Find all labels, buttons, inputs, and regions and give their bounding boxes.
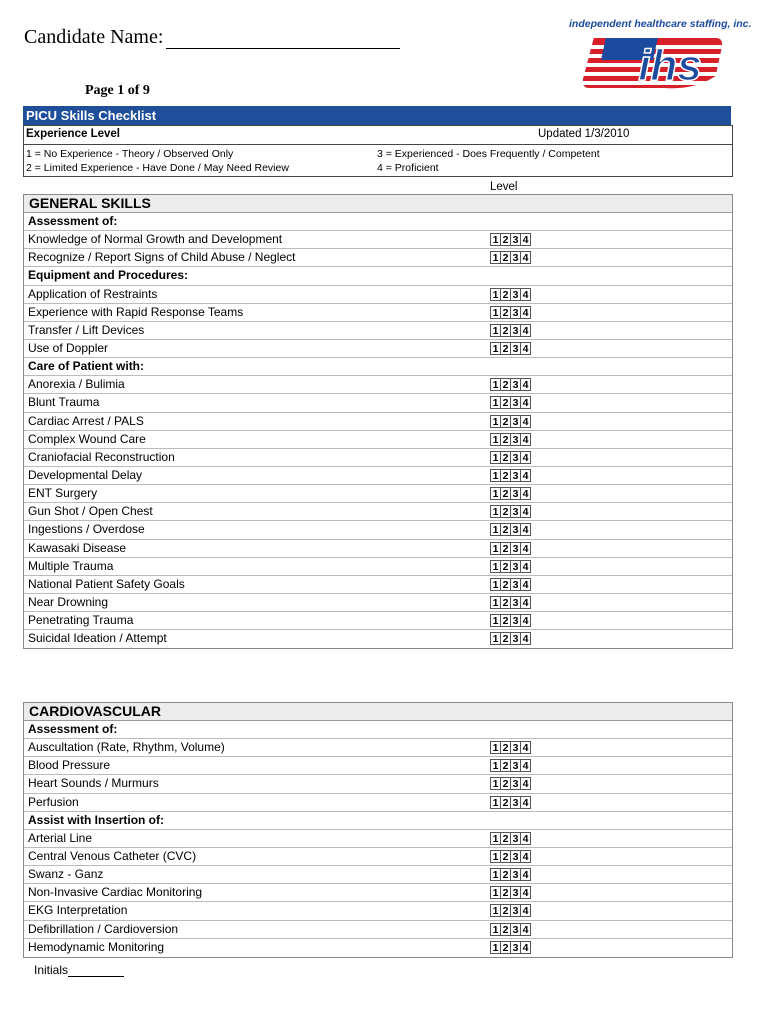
- level-option-4[interactable]: 4: [520, 342, 531, 355]
- skill-row: [24, 594, 732, 612]
- legend-item: 2 = Limited Experience - Have Done / May Need Review: [26, 162, 289, 174]
- level-option-2[interactable]: 2: [500, 904, 511, 917]
- level-option-3[interactable]: 3: [510, 523, 521, 536]
- level-selector: [490, 832, 531, 845]
- level-option-4[interactable]: 4: [520, 759, 531, 772]
- level-option-3[interactable]: 3: [510, 396, 521, 409]
- level-option-2[interactable]: 2: [500, 614, 511, 627]
- level-option-3[interactable]: 3: [510, 759, 521, 772]
- level-selector: [490, 941, 531, 954]
- level-option-1[interactable]: 1: [490, 523, 501, 536]
- legend-item: 1 = No Experience - Theory / Observed Only: [26, 148, 234, 160]
- level-option-2[interactable]: 2: [500, 632, 511, 645]
- candidate-name-field[interactable]: [24, 26, 400, 49]
- skill-row: [24, 449, 732, 467]
- level-option-2[interactable]: 2: [500, 433, 511, 446]
- skill-row: [24, 376, 732, 394]
- level-option-2[interactable]: 2: [500, 560, 511, 573]
- skill-row: [24, 286, 732, 304]
- level-option-3[interactable]: 3: [510, 487, 521, 500]
- level-option-1[interactable]: 1: [490, 796, 501, 809]
- skill-label: Suicidal Ideation / Attempt: [28, 631, 167, 646]
- level-option-2[interactable]: 2: [500, 251, 511, 264]
- level-option-4[interactable]: 4: [520, 923, 531, 936]
- skill-label: EKG Interpretation: [28, 903, 128, 918]
- skill-label: Cardiac Arrest / PALS: [28, 413, 144, 428]
- skill-label: Kawasaki Disease: [28, 540, 127, 555]
- initials-field[interactable]: [34, 963, 124, 977]
- level-option-2[interactable]: 2: [500, 324, 511, 337]
- skill-row: [24, 757, 732, 775]
- level-option-3[interactable]: 3: [510, 886, 521, 899]
- level-option-3[interactable]: 3: [510, 324, 521, 337]
- level-option-4[interactable]: 4: [520, 251, 531, 264]
- skill-label: Non-Invasive Cardiac Monitoring: [28, 885, 203, 900]
- level-option-4[interactable]: 4: [520, 378, 531, 391]
- level-option-4[interactable]: 4: [520, 886, 531, 899]
- level-selector: [490, 233, 531, 246]
- level-option-1[interactable]: 1: [490, 904, 501, 917]
- level-selector: [490, 342, 531, 355]
- skill-row: [24, 794, 732, 812]
- level-option-3[interactable]: 3: [510, 288, 521, 301]
- skill-label: Complex Wound Care: [28, 431, 146, 446]
- company-logo: [560, 18, 752, 98]
- level-option-2[interactable]: 2: [500, 306, 511, 319]
- level-option-4[interactable]: 4: [520, 741, 531, 754]
- level-selector: [490, 923, 531, 936]
- level-selector: [490, 868, 531, 881]
- skill-row: [24, 630, 732, 648]
- level-selector: [490, 886, 531, 899]
- level-selector: [490, 614, 531, 627]
- level-option-1[interactable]: 1: [490, 451, 501, 464]
- level-option-3[interactable]: 3: [510, 796, 521, 809]
- level-option-1[interactable]: 1: [490, 233, 501, 246]
- level-option-4[interactable]: 4: [520, 324, 531, 337]
- level-option-4[interactable]: 4: [520, 415, 531, 428]
- level-option-1[interactable]: 1: [490, 777, 501, 790]
- level-selector: [490, 505, 531, 518]
- level-option-1[interactable]: 1: [490, 596, 501, 609]
- level-option-2[interactable]: 2: [500, 523, 511, 536]
- skill-row: [24, 866, 732, 884]
- level-option-2[interactable]: 2: [500, 578, 511, 591]
- level-selector: [490, 378, 531, 391]
- skill-row: [24, 884, 732, 902]
- skill-row: [24, 540, 732, 558]
- level-option-2[interactable]: 2: [500, 741, 511, 754]
- candidate-name-label: Candidate Name:: [24, 26, 164, 48]
- subheading-row: [24, 358, 732, 376]
- subheading-label: Assist with Insertion of:: [28, 812, 165, 827]
- level-option-4[interactable]: 4: [520, 941, 531, 954]
- level-option-1[interactable]: 1: [490, 542, 501, 555]
- level-selector: [490, 451, 531, 464]
- subheading-label: Assessment of:: [28, 214, 118, 228]
- level-option-1[interactable]: 1: [490, 632, 501, 645]
- page-number: Page 1 of 9: [85, 83, 150, 98]
- level-option-3[interactable]: 3: [510, 941, 521, 954]
- level-option-3[interactable]: 3: [510, 632, 521, 645]
- level-option-1[interactable]: 1: [490, 578, 501, 591]
- level-selector: [490, 560, 531, 573]
- skill-label: Application of Restraints: [28, 286, 158, 301]
- level-selector: [490, 469, 531, 482]
- skill-label: Anorexia / Bulimia: [28, 377, 125, 392]
- skill-row: [24, 558, 732, 576]
- level-selector: [490, 850, 531, 863]
- skill-label: Swanz - Ganz: [28, 867, 104, 882]
- level-option-1[interactable]: 1: [490, 487, 501, 500]
- level-selector: [490, 777, 531, 790]
- level-option-3[interactable]: 3: [510, 451, 521, 464]
- legend-item: 4 = Proficient: [377, 162, 439, 174]
- level-option-1[interactable]: 1: [490, 378, 501, 391]
- skill-row: [24, 612, 732, 630]
- level-selector: [490, 542, 531, 555]
- level-option-3[interactable]: 3: [510, 578, 521, 591]
- level-selector: [490, 741, 531, 754]
- skill-label: Perfusion: [28, 794, 79, 809]
- skill-label: National Patient Safety Goals: [28, 576, 185, 591]
- level-option-2[interactable]: 2: [500, 342, 511, 355]
- skill-row: [24, 431, 732, 449]
- level-option-3[interactable]: 3: [510, 542, 521, 555]
- level-selector: [490, 487, 531, 500]
- level-option-2[interactable]: 2: [500, 415, 511, 428]
- level-option-2[interactable]: 2: [500, 451, 511, 464]
- level-option-4[interactable]: 4: [520, 288, 531, 301]
- skill-label: Transfer / Lift Devices: [28, 322, 145, 337]
- section-cardiovascular: [23, 702, 733, 958]
- level-option-1[interactable]: 1: [490, 415, 501, 428]
- level-option-4[interactable]: 4: [520, 233, 531, 246]
- level-option-2[interactable]: 2: [500, 832, 511, 845]
- level-option-2[interactable]: 2: [500, 487, 511, 500]
- level-option-4[interactable]: 4: [520, 523, 531, 536]
- level-option-2[interactable]: 2: [500, 759, 511, 772]
- skill-label: ENT Surgery: [28, 486, 98, 501]
- skill-label: Penetrating Trauma: [28, 613, 134, 628]
- level-option-3[interactable]: 3: [510, 741, 521, 754]
- level-option-1[interactable]: 1: [490, 396, 501, 409]
- level-option-4[interactable]: 4: [520, 868, 531, 881]
- level-option-2[interactable]: 2: [500, 233, 511, 246]
- subheading-row: [24, 267, 732, 285]
- level-selector: [490, 904, 531, 917]
- skill-label: Developmental Delay: [28, 467, 143, 482]
- logo-tagline: independent healthcare staffing, inc.: [569, 18, 752, 30]
- updated-date: Updated 1/3/2010: [538, 128, 630, 140]
- level-option-4[interactable]: 4: [520, 850, 531, 863]
- skill-row: [24, 394, 732, 412]
- skill-row: [24, 467, 732, 485]
- skill-row: [24, 249, 732, 267]
- skill-row: [24, 775, 732, 793]
- level-selector: [490, 306, 531, 319]
- level-option-2[interactable]: 2: [500, 505, 511, 518]
- level-option-4[interactable]: 4: [520, 632, 531, 645]
- level-option-1[interactable]: 1: [490, 868, 501, 881]
- level-selector: [490, 596, 531, 609]
- skill-row: [24, 939, 732, 957]
- subheading-label: Equipment and Procedures:: [28, 268, 189, 283]
- level-selector: [490, 578, 531, 591]
- level-option-1[interactable]: 1: [490, 832, 501, 845]
- checklist-title: PICU Skills Checklist: [23, 106, 731, 125]
- level-option-2[interactable]: 2: [500, 378, 511, 391]
- level-option-3[interactable]: 3: [510, 904, 521, 917]
- skill-label: Multiple Trauma: [28, 558, 114, 573]
- level-option-3[interactable]: 3: [510, 233, 521, 246]
- skill-label: Craniofacial Reconstruction: [28, 449, 175, 464]
- level-option-4[interactable]: 4: [520, 832, 531, 845]
- section-title: GENERAL SKILLS: [24, 195, 732, 213]
- level-option-1[interactable]: 1: [490, 741, 501, 754]
- level-option-2[interactable]: 2: [500, 941, 511, 954]
- experience-level-label: Experience Level: [26, 128, 120, 140]
- level-option-3[interactable]: 3: [510, 378, 521, 391]
- level-option-4[interactable]: 4: [520, 614, 531, 627]
- level-option-1[interactable]: 1: [490, 759, 501, 772]
- skill-row: [24, 739, 732, 757]
- skill-label: Defibrillation / Cardioversion: [28, 921, 179, 936]
- level-option-3[interactable]: 3: [510, 433, 521, 446]
- skill-row: [24, 340, 732, 358]
- skill-row: [24, 830, 732, 848]
- section-general-skills: [23, 194, 733, 649]
- level-option-4[interactable]: 4: [520, 487, 531, 500]
- level-option-4[interactable]: 4: [520, 505, 531, 518]
- skill-row: [24, 521, 732, 539]
- level-option-1[interactable]: 1: [490, 324, 501, 337]
- level-option-3[interactable]: 3: [510, 923, 521, 936]
- level-option-1[interactable]: 1: [490, 342, 501, 355]
- level-selector: [490, 288, 531, 301]
- level-selector: [490, 251, 531, 264]
- level-option-3[interactable]: 3: [510, 306, 521, 319]
- level-option-3[interactable]: 3: [510, 415, 521, 428]
- level-option-1[interactable]: 1: [490, 469, 501, 482]
- skill-row: [24, 921, 732, 939]
- level-option-4[interactable]: 4: [520, 469, 531, 482]
- level-option-1[interactable]: 1: [490, 251, 501, 264]
- level-option-3[interactable]: 3: [510, 469, 521, 482]
- level-option-2[interactable]: 2: [500, 469, 511, 482]
- level-selector: [490, 433, 531, 446]
- skill-label: Auscultation (Rate, Rhythm, Volume): [28, 740, 225, 755]
- level-option-1[interactable]: 1: [490, 433, 501, 446]
- level-option-2[interactable]: 2: [500, 396, 511, 409]
- level-option-2[interactable]: 2: [500, 777, 511, 790]
- level-option-2[interactable]: 2: [500, 868, 511, 881]
- skill-label: Gun Shot / Open Chest: [28, 504, 153, 519]
- level-selector: [490, 523, 531, 536]
- level-option-4[interactable]: 4: [520, 451, 531, 464]
- subheading-row: [24, 812, 732, 830]
- skill-row: [24, 902, 732, 920]
- skill-label: Blunt Trauma: [28, 395, 100, 410]
- level-option-4[interactable]: 4: [520, 306, 531, 319]
- level-option-1[interactable]: 1: [490, 614, 501, 627]
- logo-text: ihs: [638, 41, 702, 90]
- level-option-3[interactable]: 3: [510, 777, 521, 790]
- skill-label: Recognize / Report Signs of Child Abuse / Neglect: [28, 250, 296, 265]
- level-option-1[interactable]: 1: [490, 923, 501, 936]
- level-option-4[interactable]: 4: [520, 560, 531, 573]
- skill-row: [24, 413, 732, 431]
- subheading-row: [24, 213, 732, 231]
- skill-label: Arterial Line: [28, 830, 93, 845]
- section-title: CARDIOVASCULAR: [24, 703, 732, 721]
- level-option-4[interactable]: 4: [520, 904, 531, 917]
- level-option-1[interactable]: 1: [490, 850, 501, 863]
- level-option-3[interactable]: 3: [510, 614, 521, 627]
- level-option-1[interactable]: 1: [490, 288, 501, 301]
- level-option-3[interactable]: 3: [510, 560, 521, 573]
- level-option-4[interactable]: 4: [520, 796, 531, 809]
- level-selector: [490, 324, 531, 337]
- subheading-row: [24, 721, 732, 739]
- level-option-3[interactable]: 3: [510, 596, 521, 609]
- level-selector: [490, 796, 531, 809]
- level-option-1[interactable]: 1: [490, 941, 501, 954]
- level-option-4[interactable]: 4: [520, 542, 531, 555]
- skill-row: [24, 322, 732, 340]
- logo-flag-icon: [560, 18, 740, 98]
- experience-legend: [23, 125, 733, 177]
- level-option-2[interactable]: 2: [500, 288, 511, 301]
- level-option-4[interactable]: 4: [520, 777, 531, 790]
- level-option-1[interactable]: 1: [490, 505, 501, 518]
- level-option-3[interactable]: 3: [510, 868, 521, 881]
- level-option-2[interactable]: 2: [500, 886, 511, 899]
- level-option-1[interactable]: 1: [490, 306, 501, 319]
- skill-row: [24, 576, 732, 594]
- level-option-4[interactable]: 4: [520, 433, 531, 446]
- level-option-4[interactable]: 4: [520, 396, 531, 409]
- level-selector: [490, 759, 531, 772]
- skill-row: [24, 304, 732, 322]
- level-option-1[interactable]: 1: [490, 560, 501, 573]
- level-option-3[interactable]: 3: [510, 505, 521, 518]
- level-option-4[interactable]: 4: [520, 578, 531, 591]
- subheading-label: Assessment of:: [28, 722, 118, 736]
- level-option-3[interactable]: 3: [510, 850, 521, 863]
- skill-label: Ingestions / Overdose: [28, 522, 145, 537]
- skill-label: Knowledge of Normal Growth and Development: [28, 232, 283, 247]
- level-selector: [490, 632, 531, 645]
- level-option-2[interactable]: 2: [500, 850, 511, 863]
- initials-label: Initials: [34, 963, 69, 977]
- skill-label: Near Drowning: [28, 594, 109, 609]
- legend-item: 3 = Experienced - Does Frequently / Competent: [377, 148, 600, 160]
- skill-label: Heart Sounds / Murmurs: [28, 776, 159, 791]
- candidate-name-line[interactable]: [166, 28, 400, 49]
- initials-line[interactable]: [68, 964, 124, 977]
- level-option-2[interactable]: 2: [500, 596, 511, 609]
- level-option-3[interactable]: 3: [510, 251, 521, 264]
- level-option-2[interactable]: 2: [500, 796, 511, 809]
- level-option-2[interactable]: 2: [500, 923, 511, 936]
- level-column-header: Level: [490, 181, 518, 193]
- skill-label: Central Venous Catheter (CVC): [28, 848, 197, 863]
- level-selector: [490, 415, 531, 428]
- skill-row: [24, 503, 732, 521]
- skill-label: Use of Doppler: [28, 340, 109, 355]
- skill-label: Blood Pressure: [28, 758, 111, 773]
- level-option-1[interactable]: 1: [490, 886, 501, 899]
- level-option-3[interactable]: 3: [510, 832, 521, 845]
- skill-label: Hemodynamic Monitoring: [28, 939, 165, 954]
- skill-row: [24, 231, 732, 249]
- skill-label: Experience with Rapid Response Teams: [28, 304, 244, 319]
- skill-row: [24, 485, 732, 503]
- level-selector: [490, 396, 531, 409]
- subheading-label: Care of Patient with:: [28, 359, 145, 374]
- level-option-4[interactable]: 4: [520, 596, 531, 609]
- skill-row: [24, 848, 732, 866]
- level-option-2[interactable]: 2: [500, 542, 511, 555]
- level-option-3[interactable]: 3: [510, 342, 521, 355]
